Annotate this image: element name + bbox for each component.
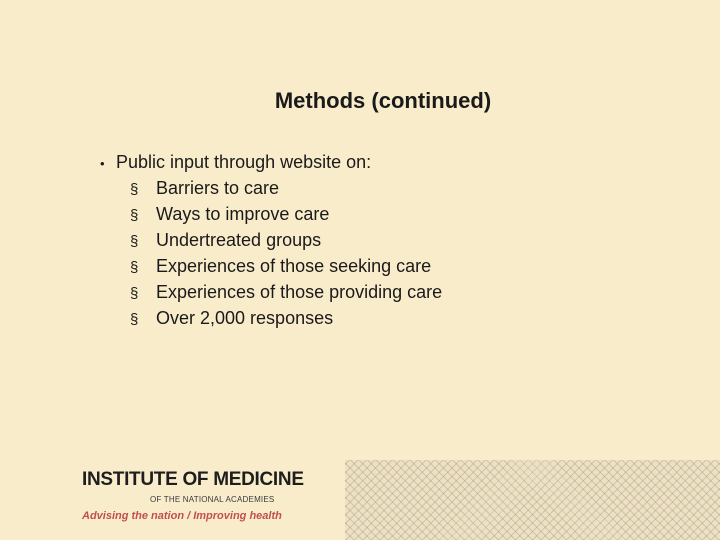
sub-bullet-item	[100, 176, 442, 202]
logo-main-text: INSTITUTE OF MEDICINE	[82, 469, 304, 490]
logo-subtitle: OF THE NATIONAL ACADEMIES	[150, 495, 275, 504]
section-marker: §	[130, 285, 139, 302]
sub-bullet-list	[100, 176, 442, 332]
sub-bullet-text: Barriers to care	[156, 178, 280, 198]
decorative-pattern	[345, 460, 720, 540]
sub-bullet-text: Experiences of those seeking care	[156, 256, 432, 276]
sub-bullet-item	[100, 254, 442, 280]
bullet-list	[100, 150, 442, 332]
sub-bullet-item	[100, 306, 442, 332]
iom-logo	[82, 470, 304, 522]
sub-bullet-item	[100, 280, 442, 306]
section-marker: §	[130, 233, 139, 250]
sub-bullet-item	[100, 202, 442, 228]
main-bullet	[100, 150, 442, 176]
section-marker: §	[130, 207, 139, 224]
main-bullet-text: Public input through website on:	[116, 152, 372, 172]
sub-bullet-text: Over 2,000 responses	[156, 308, 334, 328]
sub-bullet-text: Ways to improve care	[156, 204, 330, 224]
section-marker: §	[130, 259, 139, 276]
sub-bullet-item	[100, 228, 442, 254]
section-marker: §	[130, 311, 139, 328]
sub-bullet-text: Experiences of those providing care	[156, 282, 443, 302]
sub-bullet-text: Undertreated groups	[156, 230, 322, 250]
section-marker: §	[130, 181, 139, 198]
slide-title: Methods (continued)	[274, 88, 492, 113]
logo-tagline: Advising the nation / Improving health	[82, 510, 282, 522]
bullet-marker: •	[100, 156, 105, 171]
